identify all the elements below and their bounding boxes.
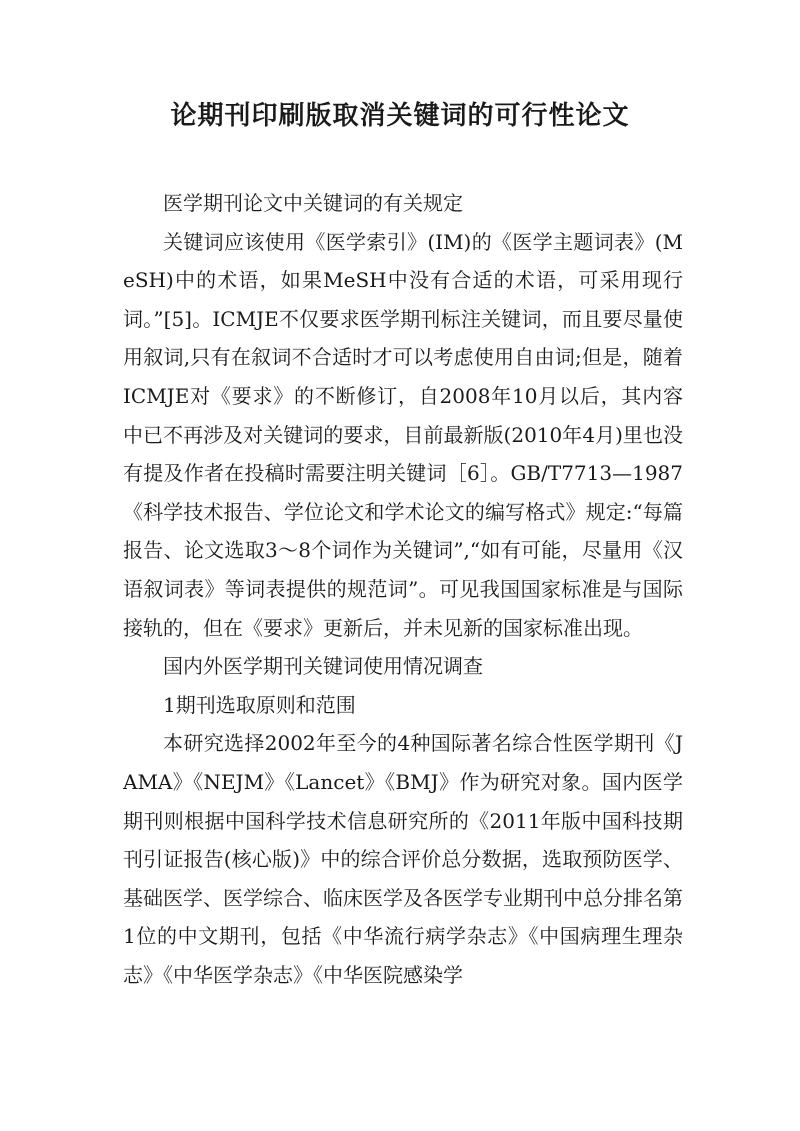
paragraph-keyword-rules: 关键词应该使用《医学索引》(IM)的《医学主题词表》(MeSH)中的术语，如果MeSH中没有合适的术语，可采用现行词。”[5]。ICMJE不仅要求医学期刊标注关键词，而且要尽量使用叙词,只有在叙词不合适时才可以考虑使用自由词;但是，随着ICMJE对《要求》的不断修订，自2008年10月以后，其内容中已不再涉及对关键词的要求，目前最新版(2010年4月)里也没有提及作者在投稿时需要注明关键词［6］。GB/T7713—1987《科学技术报告、学位论文和学术论文的编写格式》规定:“每篇报告、论文选取3～8个词作为关键词”,“如有可能，尽量用《汉语叙词表》等词表提供的规范词”。可见我国国家标准是与国际接轨的，但在《要求》更新后，并未见新的国家标准出现。 (123, 229, 683, 640)
paragraph-selection: 本研究选择2002年至今的4种国际著名综合性医学期刊《JAMA》《NEJM》《Lancet》《BMJ》作为研究对象。国内医学期刊则根据中国科学技术信息研究所的《2011年版中国科技期刊引证报告(核心版)》中的综合评价总分数据，选取预防医学、基础医学、医学综合、临床医学及各医学专业期刊中总分排名第1位的中文期刊，包括《中华流行病学杂志》《中国病理生理杂志》《中华医学杂志》《中华医院感染学 (123, 731, 683, 987)
section-heading-keyword-rules: 医学期刊论文中关键词的有关规定 (163, 191, 463, 215)
section-heading-survey: 国内外医学期刊关键词使用情况调查 (163, 654, 483, 679)
page-title: 论期刊印刷版取消关键词的可行性论文 (170, 101, 630, 131)
document-body (123, 184, 683, 994)
subsection-heading-selection: 1期刊选取原则和范围 (163, 692, 356, 717)
